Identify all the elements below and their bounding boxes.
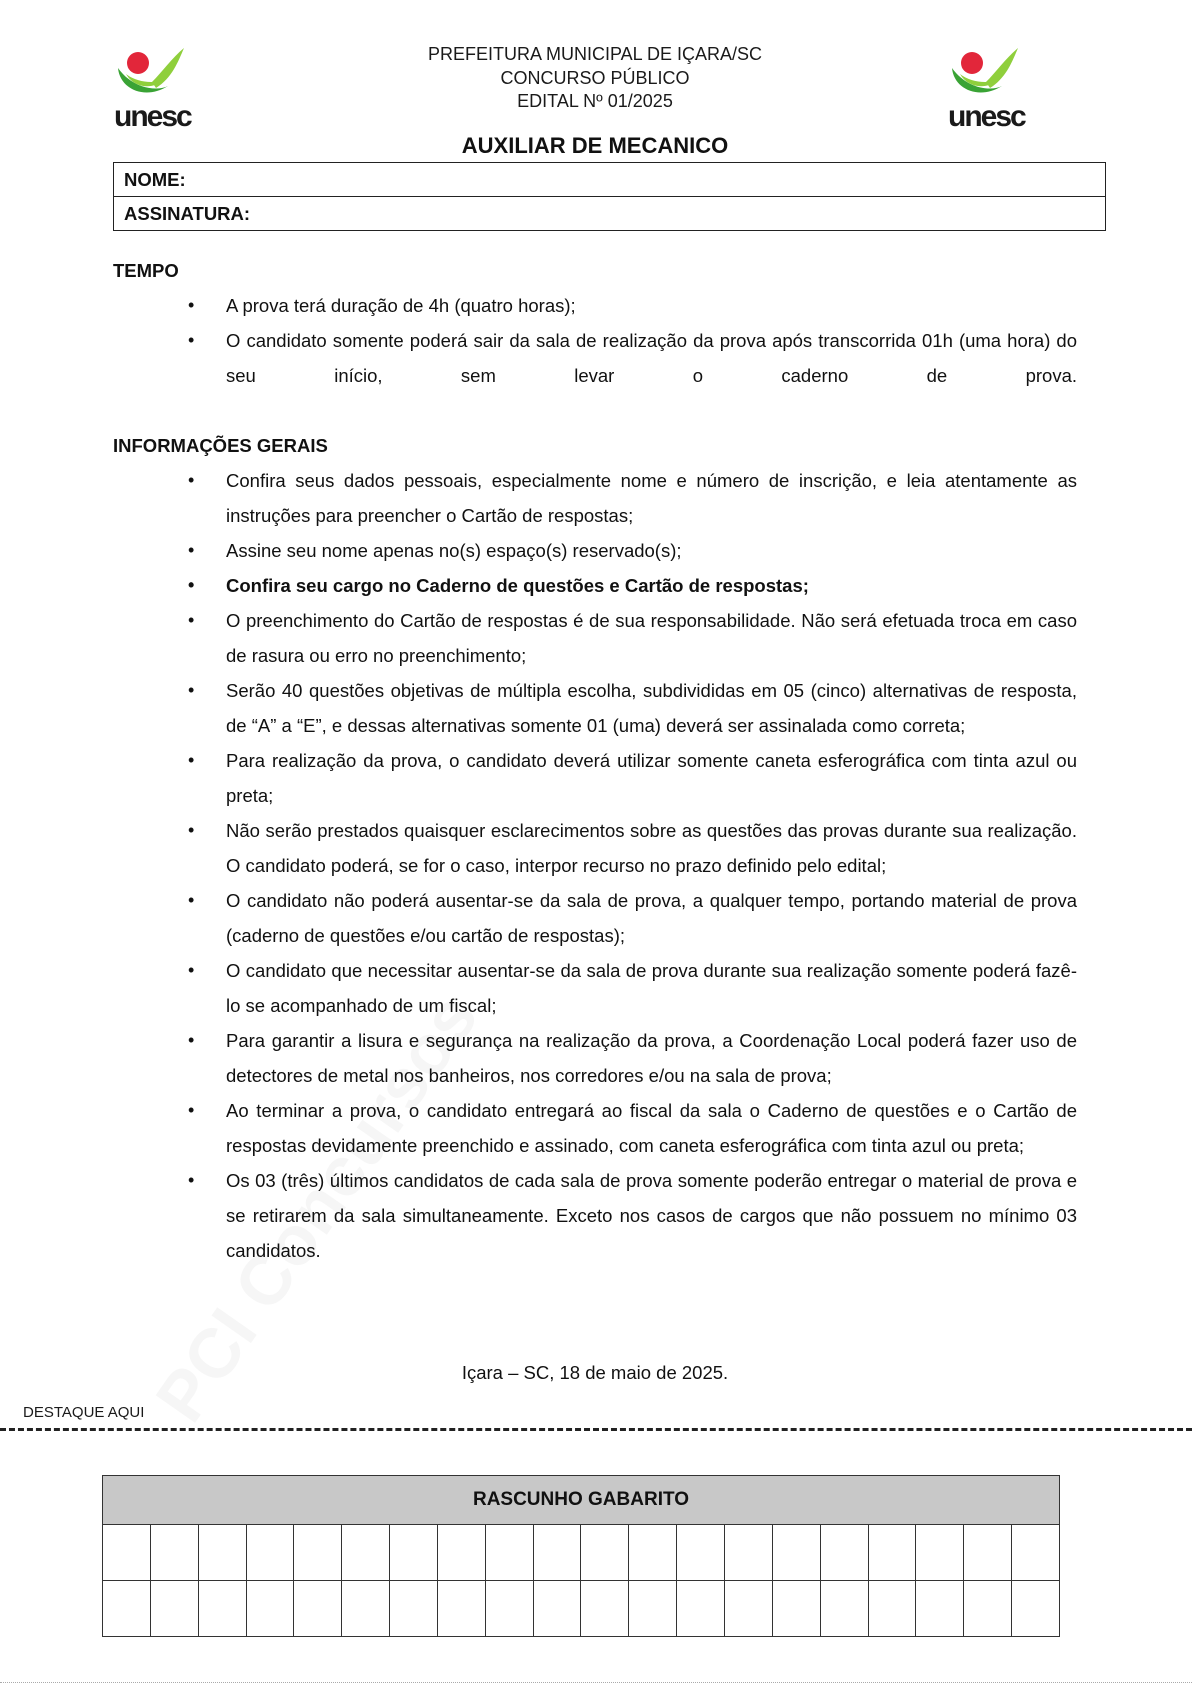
gabarito-cell[interactable] <box>150 1525 198 1581</box>
gabarito-cell[interactable] <box>868 1525 916 1581</box>
name-field[interactable]: NOME: <box>114 163 1106 197</box>
gabarito-row <box>103 1525 1060 1581</box>
tempo-list <box>226 288 1077 393</box>
header-line-municipality: PREFEITURA MUNICIPAL DE IÇARA/SC <box>427 44 763 64</box>
list-item: • O preenchimento do Cartão de respostas é de sua responsabilidade. Não será efetuada troca em caso de rasura ou erro no preenchimento; <box>226 603 1077 673</box>
gabarito-cell[interactable] <box>533 1581 581 1637</box>
gabarito-cell[interactable] <box>294 1581 342 1637</box>
gabarito-cell[interactable] <box>103 1581 151 1637</box>
gabarito-cell[interactable] <box>246 1525 294 1581</box>
list-item: • Confira seu cargo no Caderno de questões e Cartão de respostas; <box>226 568 1077 603</box>
gabarito-cell[interactable] <box>150 1581 198 1637</box>
gabarito-cell[interactable] <box>916 1525 964 1581</box>
gabarito-cell[interactable] <box>294 1525 342 1581</box>
gabarito-cell[interactable] <box>820 1525 868 1581</box>
unesc-emblem-icon <box>112 44 212 104</box>
gabarito-cell[interactable] <box>390 1525 438 1581</box>
gabarito-cell[interactable] <box>1012 1525 1060 1581</box>
gabarito-cell[interactable] <box>1012 1581 1060 1637</box>
bottom-dotted-line <box>0 1682 1192 1683</box>
gabarito-cell[interactable] <box>629 1525 677 1581</box>
gabarito-cell[interactable] <box>342 1581 390 1637</box>
cut-dashed-line <box>0 1428 1192 1431</box>
gabarito-cell[interactable] <box>198 1525 246 1581</box>
gabarito-cell[interactable] <box>772 1525 820 1581</box>
list-item: • Não serão prestados quaisquer esclarecimentos sobre as questões das provas durante sua realização. O candidato poderá, se for o caso, interpor recurso no prazo definido pelo edital; <box>226 813 1077 883</box>
list-item: • O candidato somente poderá sair da sala de realização da prova após transcorrida 01h (uma hora) do seu início, sem levar o caderno de prova. <box>226 323 1077 393</box>
gabarito-cell[interactable] <box>485 1525 533 1581</box>
list-item: • Os 03 (três) últimos candidatos de cada sala de prova somente poderão entregar o material de prova e se retirarem da sala simultaneamente. Exceto nos casos de cargos que não possuem no mínimo 03 candidatos. <box>226 1163 1077 1268</box>
list-item: • Para realização da prova, o candidato deverá utilizar somente caneta esferográfica com tinta azul ou preta; <box>226 743 1077 813</box>
gabarito-cell[interactable] <box>103 1525 151 1581</box>
cut-label: DESTAQUE AQUI <box>23 1404 145 1421</box>
list-item: • Para garantir a lisura e segurança na realização da prova, a Coordenação Local poderá fazer uso de detectores de metal nos banheiros, nos corredores e/ou na sala de prova; <box>226 1023 1077 1093</box>
document-header <box>300 43 890 114</box>
section-title-tempo: TEMPO <box>113 260 179 281</box>
gabarito-cell[interactable] <box>916 1581 964 1637</box>
list-item: • O candidato que necessitar ausentar-se da sala de prova durante sua realização somente poderá fazê-lo se acompanhado de um fiscal; <box>226 953 1077 1023</box>
unesc-logo-text: unesc <box>114 100 191 133</box>
gabarito-title: RASCUNHO GABARITO <box>103 1476 1060 1525</box>
gabarito-cell[interactable] <box>964 1581 1012 1637</box>
gabarito-cell[interactable] <box>198 1581 246 1637</box>
list-item: • A prova terá duração de 4h (quatro horas); <box>226 288 1077 323</box>
gabarito-cell[interactable] <box>581 1525 629 1581</box>
gabarito-cell[interactable] <box>390 1581 438 1637</box>
list-item: • Confira seus dados pessoais, especialmente nome e número de inscrição, e leia atentamente as instruções para preencher o Cartão de respostas; <box>226 463 1077 533</box>
gabarito-cell[interactable] <box>820 1581 868 1637</box>
gabarito-cell[interactable] <box>246 1581 294 1637</box>
identification-table <box>113 162 1106 231</box>
unesc-logo-left <box>112 44 212 134</box>
gabarito-cell[interactable] <box>724 1581 772 1637</box>
list-item: • O candidato não poderá ausentar-se da sala de prova, a qualquer tempo, portando material de prova (caderno de questões e/ou cartão de respostas); <box>226 883 1077 953</box>
job-title: AUXILIAR DE MECANICO <box>461 133 729 158</box>
list-item: • Assine seu nome apenas no(s) espaço(s) reservado(s); <box>226 533 1077 568</box>
gabarito-cell[interactable] <box>772 1581 820 1637</box>
gabarito-row <box>103 1581 1060 1637</box>
section-title-informacoes-gerais: INFORMAÇÕES GERAIS <box>113 435 328 456</box>
list-item: • Ao terminar a prova, o candidato entregará ao fiscal da sala o Caderno de questões e o Cartão de respostas devidamente preenchido e assinado, com caneta esferográfica com tinta azul ou preta; <box>226 1093 1077 1163</box>
header-line-contest: CONCURSO PÚBLICO <box>500 67 690 88</box>
gabarito-cell[interactable] <box>724 1525 772 1581</box>
unesc-logo-right <box>946 44 1046 134</box>
rascunho-gabarito-table <box>102 1475 1060 1637</box>
gabarito-cell[interactable] <box>437 1525 485 1581</box>
date-line: Içara – SC, 18 de maio de 2025. <box>461 1362 729 1383</box>
unesc-emblem-icon <box>946 44 1046 104</box>
list-item: • Serão 40 questões objetivas de múltipla escolha, subdivididas em 05 (cinco) alternativas de resposta, de “A” a “E”, e dessas alternativas somente 01 (uma) deverá ser assinalada como correta; <box>226 673 1077 743</box>
gabarito-cell[interactable] <box>629 1581 677 1637</box>
header-line-edital: EDITAL Nº 01/2025 <box>517 91 673 111</box>
signature-field[interactable]: ASSINATURA: <box>114 197 1106 231</box>
gabarito-cell[interactable] <box>342 1525 390 1581</box>
gabarito-cell[interactable] <box>437 1581 485 1637</box>
gabarito-cell[interactable] <box>581 1581 629 1637</box>
gabarito-cell[interactable] <box>677 1525 725 1581</box>
gabarito-cell[interactable] <box>485 1581 533 1637</box>
gabarito-cell[interactable] <box>964 1525 1012 1581</box>
gabarito-cell[interactable] <box>677 1581 725 1637</box>
unesc-logo-text: unesc <box>948 100 1025 133</box>
gabarito-cell[interactable] <box>868 1581 916 1637</box>
gabarito-cell[interactable] <box>533 1525 581 1581</box>
